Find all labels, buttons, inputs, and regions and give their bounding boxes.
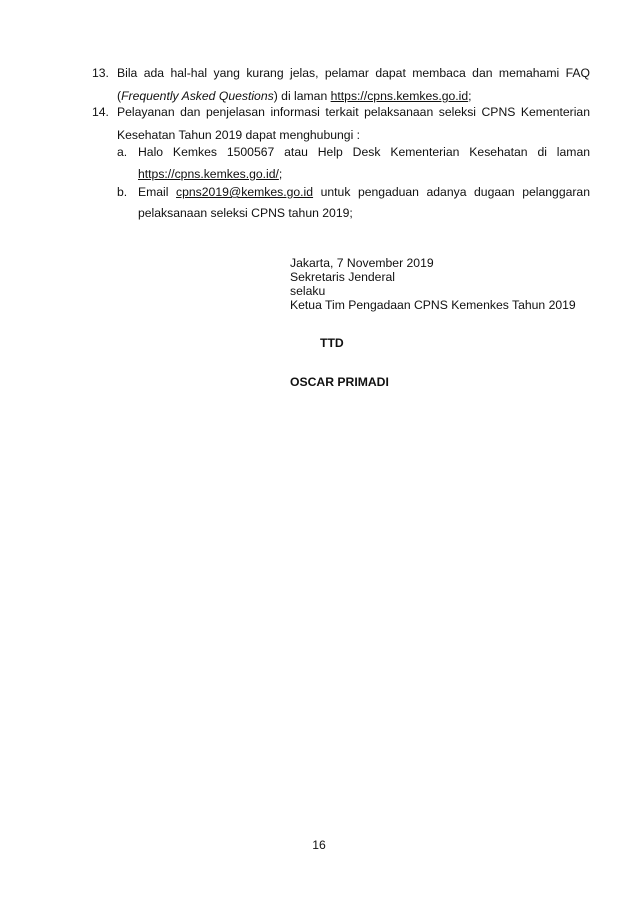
item-text: ) di laman: [273, 89, 331, 103]
page-number: 16: [312, 838, 326, 852]
list-item-14: [92, 105, 590, 225]
item-text: Bila ada hal-hal yang kurang jelas, pelamar dapat membaca dan memahami FAQ: [117, 66, 590, 80]
subitem-letter-b: b.: [117, 185, 128, 199]
item-text: Kesehatan Tahun 2019 dapat menghubungi :: [117, 128, 361, 142]
subitem-a-line-1: [138, 145, 590, 161]
item-number: 14.: [92, 105, 109, 119]
signature-name: OSCAR PRIMADI: [290, 375, 389, 389]
item-text: ;: [468, 89, 472, 103]
subitem-text: Halo Kemkes 1500567 atau Help Desk Kementerian Kesehatan di laman: [138, 145, 590, 159]
subitem-text: pelaksanaan seleksi CPNS tahun 2019;: [138, 206, 353, 220]
subitem-text: Email: [138, 185, 177, 199]
subitem-b-line-2: [138, 206, 353, 220]
subitem-a-line-2: [138, 167, 282, 181]
item-number: 13.: [92, 66, 109, 80]
item-text-line-1: [117, 66, 590, 82]
signature-ttd: TTD: [320, 336, 344, 350]
cpns-link[interactable]: https://cpns.kemkes.go.id: [330, 89, 469, 103]
faq-italic-text: Frequently Asked Questions: [121, 89, 274, 103]
subitem-text: untuk pengaduan adanya dugaan pelanggaran: [313, 185, 590, 199]
signature-position: Ketua Tim Pengadaan CPNS Kemenkes Tahun 2019: [290, 298, 576, 312]
subitem-text: ;: [278, 167, 283, 181]
email-link[interactable]: cpns2019@kemkes.go.id: [176, 185, 314, 199]
paren-open: (: [117, 89, 122, 103]
cpns-link[interactable]: https://cpns.kemkes.go.id/: [138, 167, 279, 181]
signature-selaku: selaku: [290, 284, 326, 298]
subitem-letter-a: a.: [117, 145, 128, 159]
item-text-line-2: [117, 128, 360, 142]
signature-role: Sekretaris Jenderal: [290, 270, 395, 284]
item-text: Pelayanan dan penjelasan informasi terkait pelaksanaan seleksi CPNS Kementerian: [117, 105, 590, 119]
signature-place-date: Jakarta, 7 November 2019: [290, 256, 434, 270]
item-text-line-1: [117, 105, 590, 121]
list-item-13: [92, 66, 590, 106]
item-text-line-2: [117, 89, 472, 103]
subitem-b-line-1: [138, 185, 590, 201]
